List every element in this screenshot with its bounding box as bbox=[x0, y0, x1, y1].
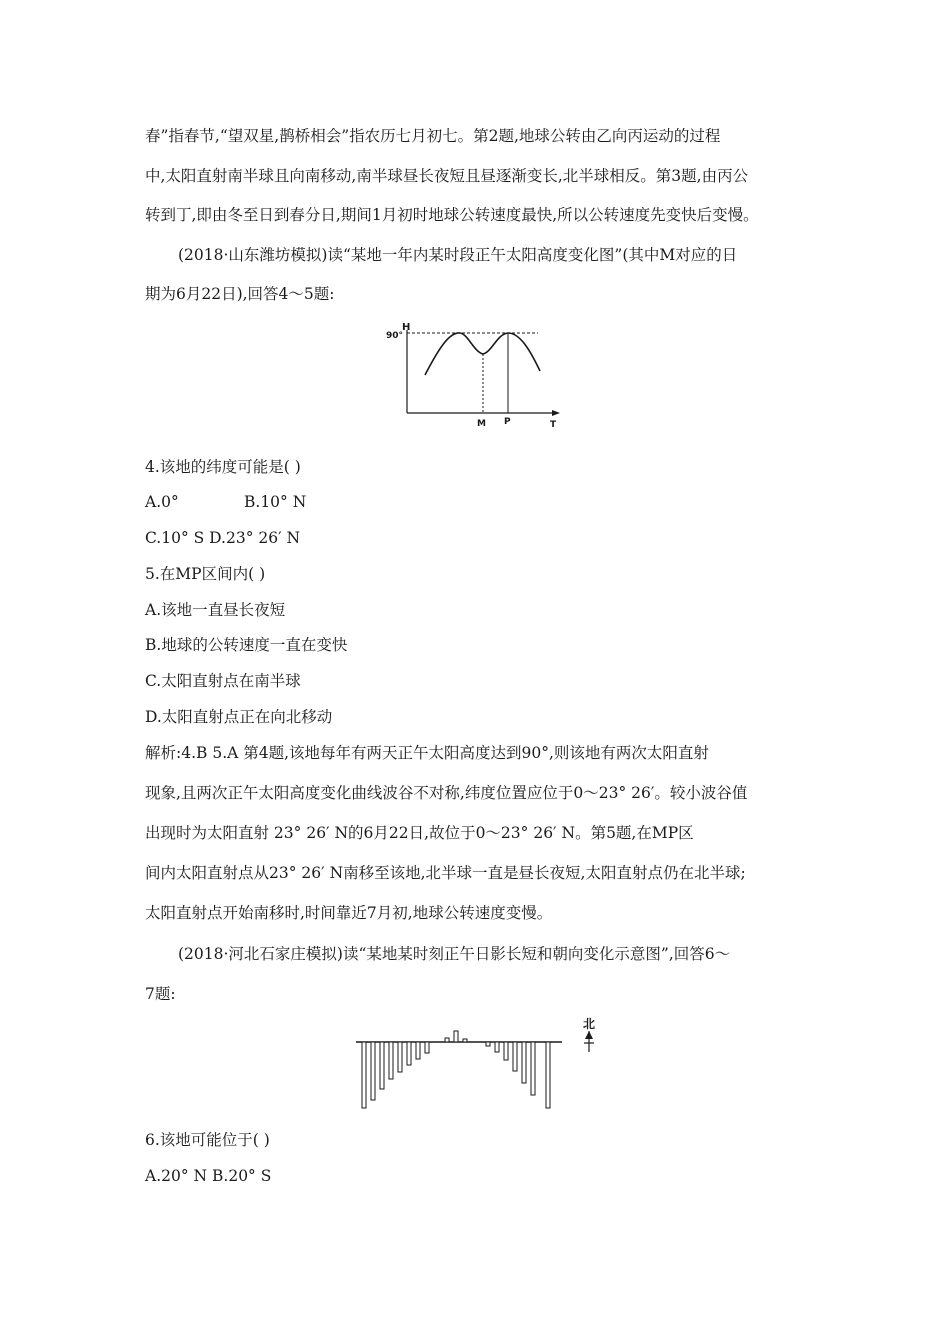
shadow-bar bbox=[425, 1042, 429, 1053]
shadow-bar bbox=[416, 1042, 420, 1059]
shadow-figure bbox=[350, 1014, 610, 1114]
question-4-stem: 4.该地的纬度可能是( ) bbox=[145, 458, 301, 476]
shadow-bar bbox=[454, 1031, 458, 1042]
question-intro-6-7-cont: 7题: bbox=[145, 985, 176, 1003]
shadow-bar bbox=[513, 1042, 517, 1071]
analysis-line: 出现时为太阳直射 23° 26′ N的6月22日,故位于0～23° 26′ N。第5题,在MP区 bbox=[145, 824, 694, 842]
shadow-bar bbox=[504, 1042, 508, 1060]
shadow-bar bbox=[531, 1042, 535, 1095]
shadow-bar bbox=[486, 1042, 490, 1046]
shadow-bar bbox=[463, 1039, 467, 1042]
question-5-option-c: C.太阳直射点在南半球 bbox=[145, 672, 301, 690]
question-6-stem: 6.该地可能位于( ) bbox=[145, 1131, 270, 1149]
x-axis-label: T bbox=[550, 420, 557, 430]
shadow-bar bbox=[522, 1042, 526, 1083]
shadow-bar bbox=[380, 1042, 384, 1089]
shadow-bar bbox=[407, 1042, 411, 1065]
north-arrow-icon bbox=[585, 1031, 593, 1039]
x-axis-arrow bbox=[552, 410, 560, 416]
question-4-option-b: B.10° N bbox=[244, 493, 307, 511]
y-axis-label: H bbox=[402, 322, 411, 333]
question-4-option-a: A.0° bbox=[145, 493, 179, 511]
p-marker-label: P bbox=[504, 417, 511, 427]
shadow-bar bbox=[371, 1042, 375, 1100]
question-intro-4-5-cont: 期为6月22日),回答4～5题: bbox=[145, 285, 335, 303]
analysis-line: 太阳直射点开始南移时,时间靠近7月初,地球公转速度变慢。 bbox=[145, 904, 553, 922]
analysis-line: 解析:4.B 5.A 第4题,该地每年有两天正午太阳高度达到90°,则该地有两次太阳直射 bbox=[145, 744, 709, 762]
question-5-stem: 5.在MP区间内( ) bbox=[145, 565, 266, 583]
solar-altitude-figure bbox=[380, 318, 570, 433]
shadow-bar bbox=[362, 1042, 366, 1108]
altitude-curve bbox=[425, 333, 540, 375]
m-marker-label: M bbox=[477, 419, 486, 429]
paragraph-line: 中,太阳直射南半球且向南移动,南半球昼长夜短且昼逐渐变长,北半球相反。第3题,由丙公 bbox=[145, 167, 749, 185]
question-5-option-a: A.该地一直昼长夜短 bbox=[145, 601, 286, 619]
shadow-bar bbox=[398, 1042, 402, 1072]
north-label: 北 bbox=[583, 1017, 596, 1031]
paragraph-line: 转到丁,即由冬至日到春分日,期间1月初时地球公转速度最快,所以公转速度先变快后变慢。 bbox=[145, 206, 759, 224]
question-4-options-cd: C.10° S D.23° 26′ N bbox=[145, 529, 301, 547]
question-6-options-ab: A.20° N B.20° S bbox=[145, 1167, 272, 1185]
shadow-bar bbox=[389, 1042, 393, 1079]
y-tick-90: 90° bbox=[386, 331, 404, 341]
question-intro-4-5: (2018·山东潍坊模拟)读“某地一年内某时段正午太阳高度变化图”(其中M对应的日 bbox=[178, 246, 738, 264]
shadow-bar bbox=[445, 1038, 449, 1042]
analysis-line: 间内太阳直射点从23° 26′ N南移至该地,北半球一直是昼长夜短,太阳直射点仍在北半球; bbox=[145, 864, 746, 882]
question-5-option-b: B.地球的公转速度一直在变快 bbox=[145, 636, 348, 654]
paragraph-line: 春”指春节,“望双星,鹊桥相会”指农历七月初七。第2题,地球公转由乙向丙运动的过程 bbox=[145, 127, 721, 145]
analysis-line: 现象,且两次正午太阳高度变化曲线波谷不对称,纬度位置应位于0～23° 26′。较小波谷值 bbox=[145, 784, 748, 802]
shadow-bar bbox=[495, 1042, 499, 1052]
question-intro-6-7: (2018·河北石家庄模拟)读“某地某时刻正午日影长短和朝向变化示意图”,回答6～ bbox=[178, 945, 731, 963]
shadow-bar bbox=[546, 1042, 550, 1108]
question-5-option-d: D.太阳直射点正在向北移动 bbox=[145, 708, 333, 726]
